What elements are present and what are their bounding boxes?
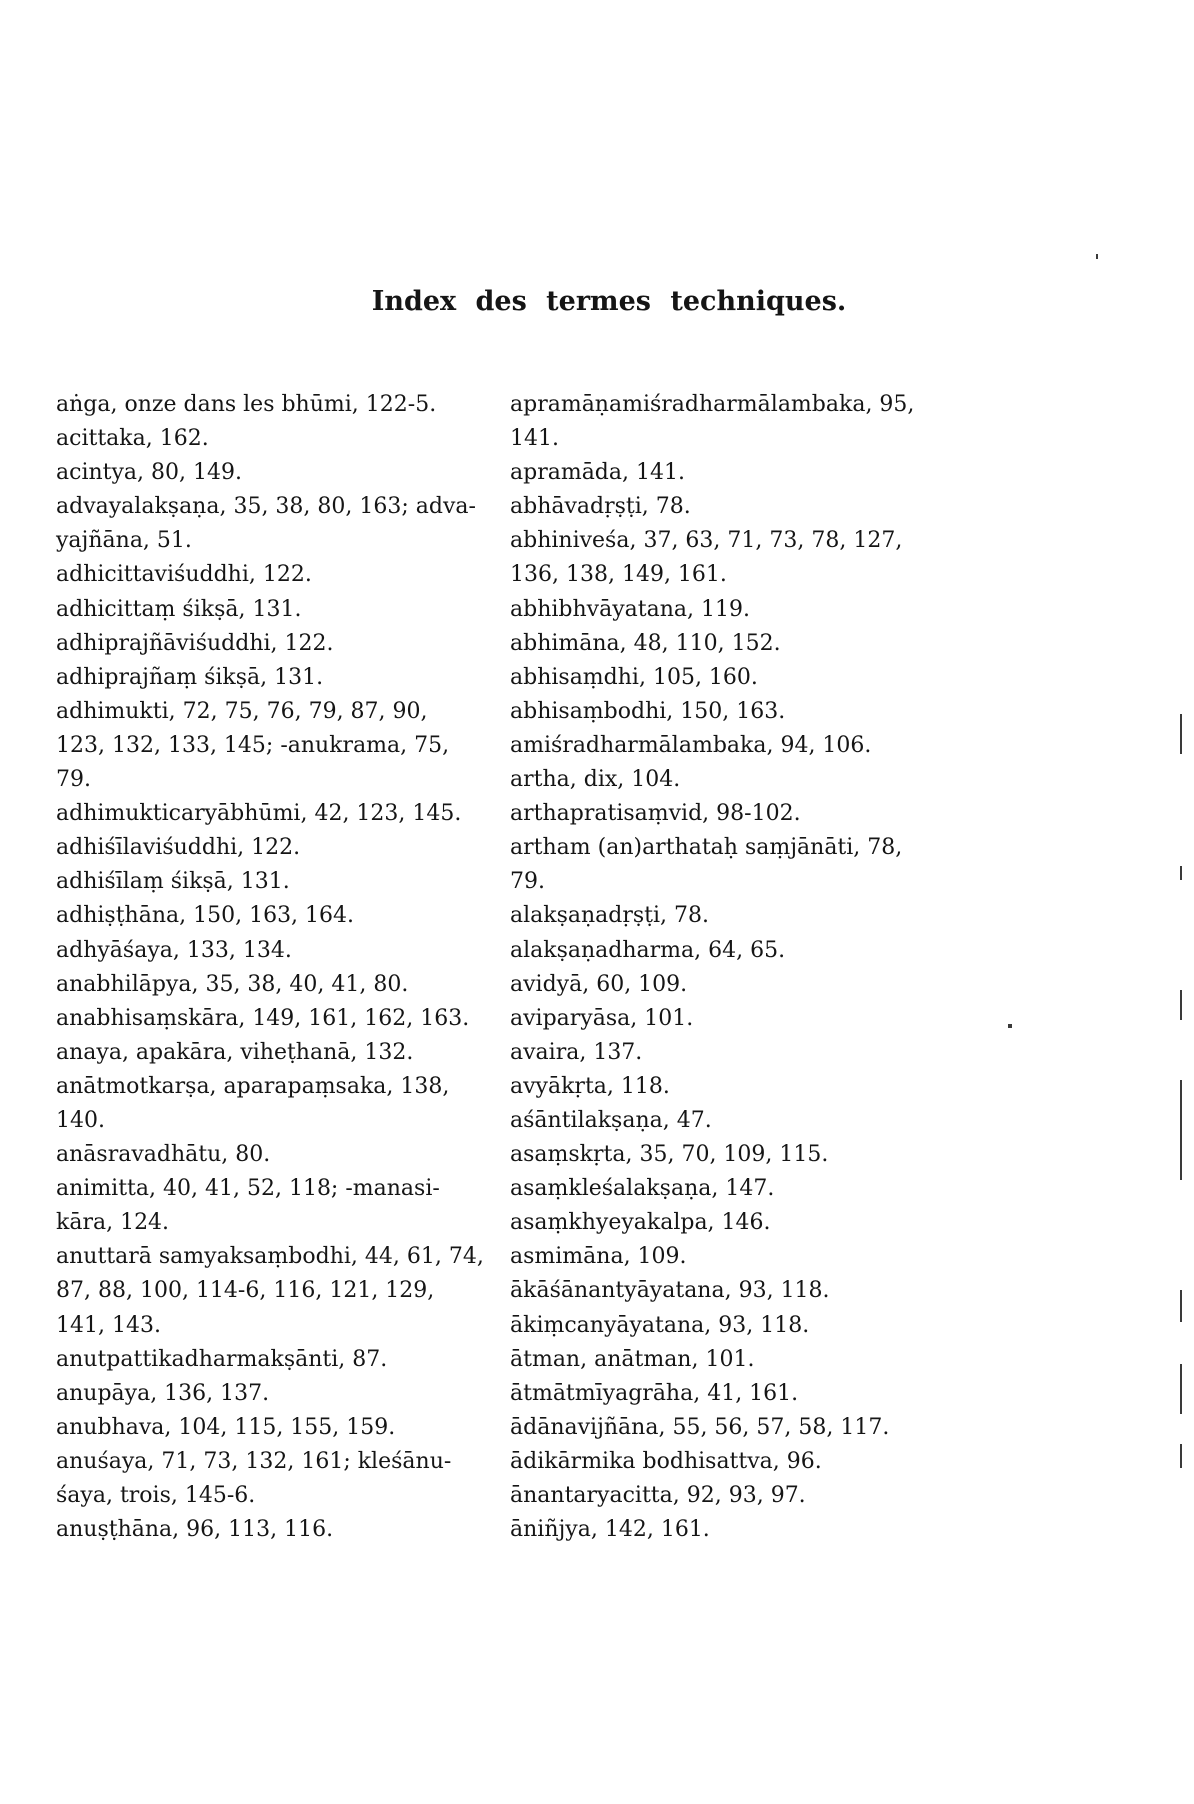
- index-entry: [56, 1138, 486, 1172]
- index-entry: [56, 797, 486, 831]
- index-entry: [56, 1002, 486, 1036]
- index-entry: [56, 456, 486, 490]
- index-entry: [510, 1172, 930, 1206]
- index-entry-line: anātmotkarṣa, aparapaṃsaka, 138,: [56, 1073, 450, 1099]
- index-entry: [510, 524, 930, 592]
- index-entry: [510, 1445, 930, 1479]
- index-entry-continuation: 87, 88, 100, 114-6, 116, 121, 129,: [56, 1278, 435, 1304]
- index-entry-line: anuśaya, 71, 73, 132, 161; kleśānu-: [56, 1448, 452, 1474]
- index-entry-line: abhisaṃdhi, 105, 160.: [510, 664, 758, 690]
- index-entry-line: ākiṃcanyāyatana, 93, 118.: [510, 1312, 810, 1338]
- index-entry: [510, 763, 930, 797]
- index-entry: [510, 1377, 930, 1411]
- index-entry-continuation: śaya, trois, 145-6.: [56, 1483, 256, 1508]
- index-entry-line: anubhava, 104, 115, 155, 159.: [56, 1414, 396, 1440]
- index-entry: [56, 934, 486, 968]
- index-entry: [510, 456, 930, 490]
- scan-mark: [1180, 1444, 1182, 1468]
- index-entry-line: ātmātmīyagrāha, 41, 161.: [510, 1380, 799, 1406]
- scan-mark: [1180, 1290, 1182, 1322]
- index-entry: [56, 661, 486, 695]
- index-entry-line: asaṃskṛta, 35, 70, 109, 115.: [510, 1142, 829, 1168]
- index-entry-line: aṅga, onze dans les bhūmi, 122-5.: [56, 392, 437, 417]
- index-entry-line: ātman, anātman, 101.: [510, 1346, 755, 1372]
- index-entry: [56, 1445, 486, 1513]
- index-entry: [510, 1343, 930, 1377]
- index-entry-continuation: 141, 143.: [56, 1312, 161, 1338]
- index-entry-continuation: kāra, 124.: [56, 1210, 170, 1236]
- index-entry: [510, 831, 930, 899]
- index-entry-continuation: 123, 132, 133, 145; -anukrama, 75,: [56, 732, 450, 758]
- index-entry: [510, 627, 930, 661]
- index-entry-line: advayalakṣaṇa, 35, 38, 80, 163; adva-: [56, 494, 476, 520]
- index-entry-line: acittaka, 162.: [56, 426, 209, 452]
- index-entry-line: abhibhvāyatana, 119.: [510, 596, 750, 622]
- index-entry-line: adhimukticaryābhūmi, 42, 123, 145.: [56, 801, 462, 827]
- index-column-left: [56, 388, 486, 1547]
- scan-mark: [1180, 866, 1182, 880]
- index-entry-line: aviparyāsa, 101.: [510, 1005, 694, 1031]
- index-entry-line: avidyā, 60, 109.: [510, 971, 688, 997]
- index-entry: [56, 1240, 486, 1342]
- index-entry-line: apramāṇamiśradharmālambaka, 95,: [510, 392, 915, 417]
- index-entry-line: adhicittaviśuddhi, 122.: [56, 562, 312, 588]
- index-entry-line: asaṃkleśalakṣaṇa, 147.: [510, 1176, 775, 1202]
- index-entry-line: amiśradharmālambaka, 94, 106.: [510, 732, 872, 758]
- scan-mark: [1180, 990, 1182, 1020]
- index-entry: [510, 1309, 930, 1343]
- index-entry: [56, 1513, 486, 1547]
- scan-mark: [1180, 1080, 1182, 1180]
- index-entry: [510, 1513, 930, 1547]
- index-entry: [56, 558, 486, 592]
- index-entry-line: anuṣṭhāna, 96, 113, 116.: [56, 1517, 334, 1543]
- index-entry: [56, 593, 486, 627]
- index-entry: [56, 1172, 486, 1240]
- index-entry-line: apramāda, 141.: [510, 460, 685, 486]
- index-entry-continuation: 79.: [510, 869, 545, 895]
- index-entry-line: adhicittaṃ śikṣā, 131.: [56, 596, 302, 622]
- index-entry: [56, 968, 486, 1002]
- index-entry-line: artham (an)arthataḥ saṃjānāti, 78,: [510, 835, 903, 861]
- index-entry-continuation: 79.: [56, 767, 91, 793]
- index-entry: [510, 899, 930, 933]
- scan-mark: [1180, 714, 1182, 754]
- index-entry: [510, 1002, 930, 1036]
- index-entry: [56, 422, 486, 456]
- index-entry-line: avyākṛta, 118.: [510, 1073, 670, 1099]
- index-entry-continuation: 140.: [56, 1107, 105, 1133]
- index-entry-line: anaya, apakāra, viheṭhanā, 132.: [56, 1039, 414, 1065]
- index-entry: [56, 490, 486, 558]
- index-entry: [510, 1138, 930, 1172]
- index-entry: [510, 797, 930, 831]
- index-entry-line: alakṣaṇadharma, 64, 65.: [510, 937, 786, 963]
- index-entry-continuation: 141.: [510, 426, 559, 452]
- index-entry: [510, 661, 930, 695]
- index-entry-line: anabhisaṃskāra, 149, 161, 162, 163.: [56, 1005, 470, 1031]
- index-entry: [56, 1377, 486, 1411]
- index-entry-line: adhiśīlaṃ śikṣā, 131.: [56, 869, 290, 895]
- index-entry-line: anabhilāpya, 35, 38, 40, 41, 80.: [56, 971, 409, 997]
- index-entry-line: adhiprajñaṃ śikṣā, 131.: [56, 664, 324, 690]
- index-entry: [510, 934, 930, 968]
- index-entry-line: ānantaryacitta, 92, 93, 97.: [510, 1483, 806, 1508]
- index-entry-line: adhiprajñāviśuddhi, 122.: [56, 630, 334, 656]
- index-entry: [510, 729, 930, 763]
- index-entry-line: āniñjya, 142, 161.: [510, 1517, 710, 1543]
- index-entry: [510, 1070, 930, 1104]
- index-entry: [56, 695, 486, 797]
- scan-mark: [1008, 1024, 1012, 1028]
- index-entry: [56, 627, 486, 661]
- index-entry-line: anutpattikadharmakṣānti, 87.: [56, 1346, 388, 1372]
- index-entry: [56, 831, 486, 865]
- index-entry-line: ādānavijñāna, 55, 56, 57, 58, 117.: [510, 1414, 890, 1440]
- index-entry: [56, 1411, 486, 1445]
- index-entry-line: anāsravadhātu, 80.: [56, 1142, 271, 1168]
- index-entry: [510, 1274, 930, 1308]
- index-entry-continuation: yajñāna, 51.: [56, 528, 192, 554]
- index-column-right: [510, 388, 930, 1547]
- index-entry-line: acintya, 80, 149.: [56, 460, 242, 486]
- index-entry: [56, 388, 486, 422]
- index-entry-line: asaṃkhyeyakalpa, 146.: [510, 1210, 771, 1236]
- index-entry: [510, 593, 930, 627]
- index-entry: [510, 1411, 930, 1445]
- index-entry-line: alakṣaṇadṛṣṭi, 78.: [510, 903, 710, 929]
- index-entry: [510, 1206, 930, 1240]
- index-entry: [56, 1343, 486, 1377]
- index-entry-line: animitta, 40, 41, 52, 118; -manasi-: [56, 1176, 440, 1202]
- index-entry-line: avaira, 137.: [510, 1039, 643, 1065]
- index-entry: [56, 899, 486, 933]
- index-entry: [510, 1036, 930, 1070]
- index-entry-line: abhisaṃbodhi, 150, 163.: [510, 698, 786, 724]
- index-entry-line: ākāśānantyāyatana, 93, 118.: [510, 1278, 830, 1304]
- index-entry-line: adhimukti, 72, 75, 76, 79, 87, 90,: [56, 698, 428, 724]
- index-entry-line: abhāvadṛṣṭi, 78.: [510, 494, 691, 520]
- index-entry-line: aśāntilakṣaṇa, 47.: [510, 1107, 712, 1133]
- index-entry: [510, 388, 930, 456]
- index-entry-line: ādikārmika bodhisattva, 96.: [510, 1448, 822, 1474]
- index-entry: [510, 1479, 930, 1513]
- index-entry: [56, 1036, 486, 1070]
- index-entry-line: artha, dix, 104.: [510, 767, 681, 793]
- scan-mark: [1180, 1364, 1182, 1414]
- scan-mark: [1096, 254, 1098, 259]
- index-entry-line: adhiśīlaviśuddhi, 122.: [56, 835, 301, 861]
- index-entry: [510, 1240, 930, 1274]
- index-entry-line: abhiniveśa, 37, 63, 71, 73, 78, 127,: [510, 528, 903, 554]
- index-entry: [56, 1070, 486, 1138]
- index-entry-continuation: 136, 138, 149, 161.: [510, 562, 727, 588]
- index-entry: [510, 1104, 930, 1138]
- index-entry-line: asmimāna, 109.: [510, 1244, 687, 1270]
- index-entry: [56, 865, 486, 899]
- index-entry-line: anuttarā samyaksaṃbodhi, 44, 61, 74,: [56, 1244, 484, 1270]
- index-entry-line: adhiṣṭhāna, 150, 163, 164.: [56, 903, 355, 929]
- index-entry: [510, 490, 930, 524]
- index-entry: [510, 968, 930, 1002]
- page-title: Index des termes techniques.: [371, 286, 847, 317]
- index-entry-line: adhyāśaya, 133, 134.: [56, 937, 292, 963]
- index-entry-line: anupāya, 136, 137.: [56, 1380, 270, 1406]
- index-entry-line: arthapratisaṃvid, 98-102.: [510, 801, 801, 827]
- index-entry-line: abhimāna, 48, 110, 152.: [510, 630, 781, 656]
- index-entry: [510, 695, 930, 729]
